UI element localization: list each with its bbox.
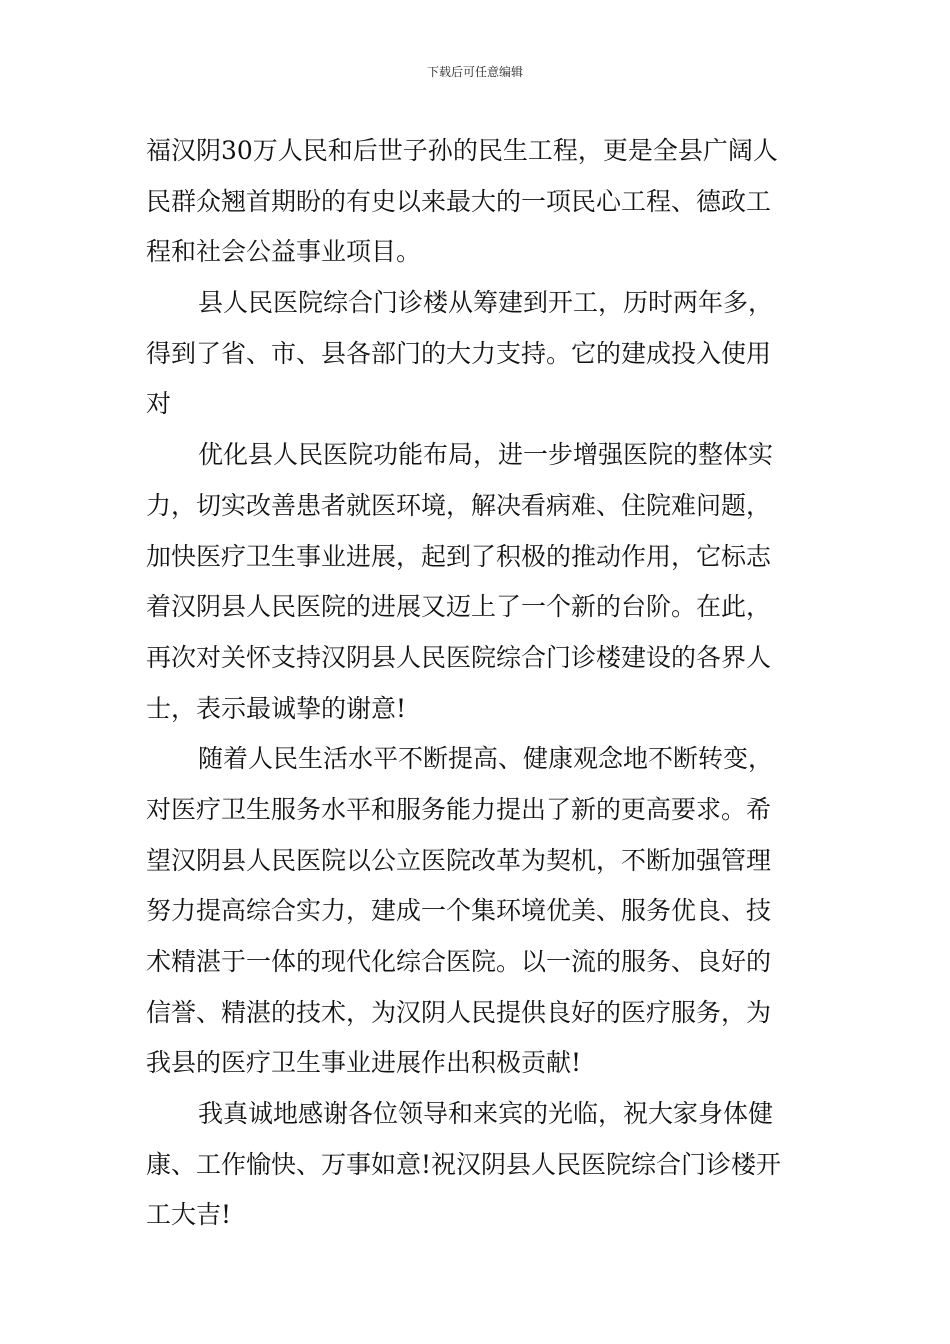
paragraph — [146, 734, 806, 1089]
text-line: 对医疗卫生服务水平和服务能力提出了新的更高要求。希 — [146, 794, 772, 824]
text-line: 望汉阴县人民医院以公立医院改革为契机，不断加强管理 — [146, 845, 772, 875]
text-line: 工大吉! — [146, 1200, 232, 1230]
paragraph — [146, 126, 806, 278]
paragraph — [146, 278, 806, 430]
text-line: 士，表示最诚挚的谢意! — [146, 693, 407, 723]
text-line: 对 — [146, 389, 172, 419]
text-line: 我真诚地感谢各位领导和来宾的光临，祝大家身体健 — [198, 1099, 774, 1129]
text-line: 着汉阴县人民医院的进展又迈上了一个新的台阶。在此， — [146, 592, 772, 622]
text-line: 程和社会公益事业项目。 — [146, 237, 422, 267]
text-line: 我县的医疗卫生事业进展作出积极贡献! — [146, 1048, 582, 1078]
text-line: 力，切实改善患者就医环境，解决看病难、住院难问题， — [146, 490, 772, 520]
text-line: 康、工作愉快、万事如意!祝汉阴县人民医院综合门诊楼开 — [146, 1149, 782, 1179]
text-line: 优化县人民医院功能布局，进一步增强医院的整体实 — [198, 440, 774, 470]
text-line: 再次对关怀支持汉阴县人民医院综合门诊楼建设的各界人 — [146, 642, 772, 672]
text-line: 随着人民生活水平不断提高、健康观念地不断转变， — [198, 744, 774, 774]
text-line: 努力提高综合实力，建成一个集环境优美、服务优良、技 — [146, 896, 772, 926]
text-line: 福汉阴30万人民和后世子孙的民生工程，更是全县广阔人 — [146, 136, 778, 165]
text-line: 县人民医院综合门诊楼从筹建到开工，历时两年多， — [198, 288, 774, 318]
paragraph — [146, 1089, 806, 1241]
text-line: 民群众翘首期盼的有史以来最大的一项民心工程、德政工 — [146, 186, 772, 216]
document-body — [146, 126, 806, 1241]
text-line: 得到了省、市、县各部门的大力支持。它的建成投入使用 — [146, 338, 772, 368]
paragraph — [146, 430, 806, 734]
text-line: 信誉、精湛的技术，为汉阴人民提供良好的医疗服务，为 — [146, 997, 772, 1027]
text-line: 术精湛于一体的现代化综合医院。以一流的服务、良好的 — [146, 947, 772, 976]
text-line: 加快医疗卫生事业进展，起到了积极的推动作用，它标志 — [146, 541, 772, 571]
page-header: 下载后可任意编辑 — [426, 65, 523, 79]
